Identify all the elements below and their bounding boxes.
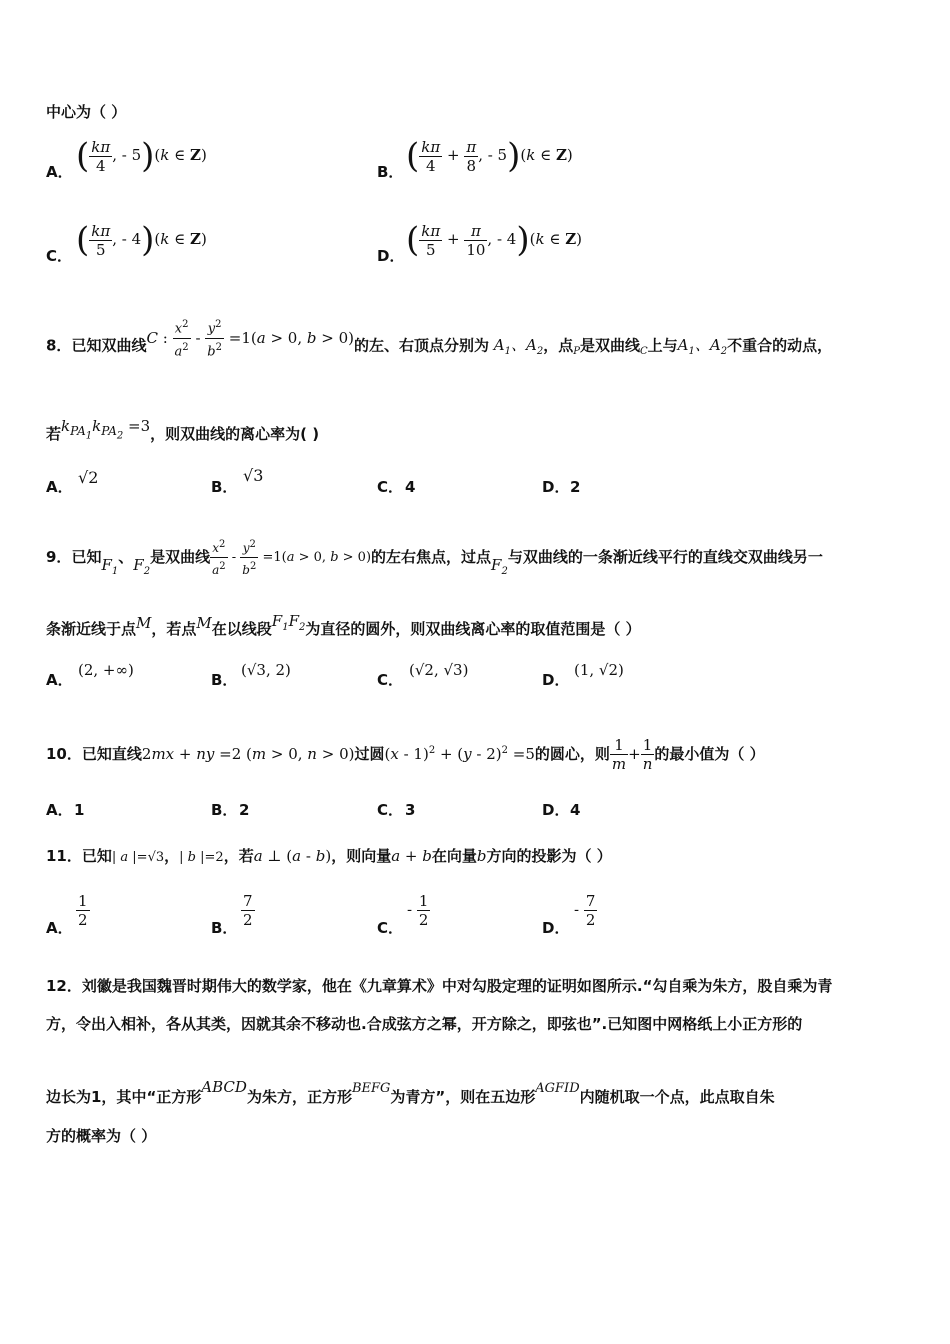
q9-option-a-label: A． bbox=[46, 671, 73, 689]
q9-option-c-value: (√2, √3) bbox=[409, 661, 469, 679]
q7-tail: 中心为（ ） bbox=[46, 103, 127, 121]
q11-option-a-value: $\frac{1}{2}$ bbox=[78, 892, 88, 929]
q11-line: 11．已知| a |=√3，| b |=2，若a ⊥ (a - b)，则向量a + b在向量b方向的投影为（ ） bbox=[46, 847, 612, 865]
q9-option-c-label: C． bbox=[377, 671, 404, 689]
q7-option-d-label: D． bbox=[377, 247, 405, 265]
q8-option-b-label: B． bbox=[211, 478, 238, 496]
q8-option-a-label: A． bbox=[46, 478, 73, 496]
q11-option-a-label: A． bbox=[46, 919, 73, 937]
q8-line1: 8．已知双曲线C : $\frac{x^2}{a^2}$ - $\frac{y^2}{b^2}$ =1(a > 0, b > 0)的左、右顶点分别为 $A_1$、$A_2$，点$_P$是双曲线$_C$上与$A_1$、$A_2$不重合的动点， bbox=[46, 330, 832, 362]
q9-line2: 条渐近线于点M，若点M在以线段$F_1F_2$为直径的圆外，则双曲线离心率的取值范围是（ ） bbox=[46, 612, 641, 638]
q8-number: 8． bbox=[46, 336, 72, 355]
q10-option-d-value: 4 bbox=[570, 801, 581, 819]
q12-line3: 边长为1，其中“正方形ABCD为朱方，正方形BEFG为青方”，则在五边形AGFID内随机取一个点，此点取自朱 bbox=[46, 1078, 775, 1106]
q12-line1: 12．刘徽是我国魏晋时期伟大的数学家，他在《九章算术》中对勾股定理的证明如图所示.“勾自乘为朱方，股自乘为青 bbox=[46, 977, 833, 995]
q11-option-d-label: D． bbox=[542, 919, 570, 937]
q10-option-b-value: 2 bbox=[239, 801, 250, 819]
q12-line4: 方的概率为（ ） bbox=[46, 1127, 157, 1145]
q10-option-a-value: 1 bbox=[74, 801, 85, 819]
q11-option-b-value: $\frac{7}{2}$ bbox=[243, 892, 253, 929]
q8-option-d-value: 2 bbox=[570, 478, 581, 496]
q11-option-b-label: B． bbox=[211, 919, 238, 937]
q9-number: 9． bbox=[46, 548, 72, 566]
q9-option-b-value: (√3, 2) bbox=[241, 661, 291, 679]
q7-option-b-expr: ( $\frac{k\pi}{4}$ + $\frac{\pi}{8}$ , - 5)(k ∈ Z) bbox=[406, 136, 573, 176]
q12-line2: 方，令出入相补，各从其类，因就其余不移动也.合成弦方之幂，开方除之，即弦也”.已知图中网格纸上小正方形的 bbox=[46, 1015, 803, 1033]
q8-option-b-value: √3 bbox=[243, 466, 264, 485]
q9-option-d-value: (1, √2) bbox=[574, 661, 624, 679]
q7-option-c-label: C． bbox=[46, 247, 73, 265]
q8-option-c-value: 4 bbox=[405, 478, 416, 496]
q9-option-a-value: (2, +∞) bbox=[78, 661, 134, 679]
q10-option-c-label: C． bbox=[377, 801, 404, 819]
q10-option-b-label: B． bbox=[211, 801, 238, 819]
q9-option-d-label: D． bbox=[542, 671, 570, 689]
q7-option-a-expr: ( $\frac{k\pi}{4}$ , - 5)(k ∈ Z) bbox=[76, 136, 207, 176]
q7-option-d-expr: ( $\frac{k\pi}{5}$ + $\frac{\pi}{10}$ , - 4)(k ∈ Z) bbox=[406, 220, 583, 260]
q11-number: 11． bbox=[46, 847, 82, 865]
q11-option-d-value: - $\frac{7}{2}$ bbox=[574, 892, 596, 929]
q7-option-c-expr: ( $\frac{k\pi}{5}$ , - 4)(k ∈ Z) bbox=[76, 220, 207, 260]
q10-option-c-value: 3 bbox=[405, 801, 416, 819]
q9-option-b-label: B． bbox=[211, 671, 238, 689]
q8-option-a-value: √2 bbox=[78, 468, 99, 487]
q10-number: 10． bbox=[46, 745, 82, 763]
q7-option-a-label: A． bbox=[46, 163, 73, 181]
q7-option-b-label: B． bbox=[377, 163, 404, 181]
q10-option-a-label: A． bbox=[46, 801, 73, 819]
q8-line2: 若$k_{PA_1}k_{PA_2} =3$，则双曲线的离心率为( ) bbox=[46, 417, 320, 443]
q11-option-c-label: C． bbox=[377, 919, 404, 937]
q10-line: 10．已知直线2mx + ny =2 (m > 0, n > 0)过圆(x - 1)$^2$ + (y - 2)$^2$ =5的圆心，则 $\frac{1}{m}$ + $\frac{1}{n}$ 的最小值为（ ） bbox=[46, 736, 765, 773]
q8-option-d-label: D． bbox=[542, 478, 570, 496]
q8-option-c-label: C． bbox=[377, 478, 404, 496]
q11-option-c-value: - $\frac{1}{2}$ bbox=[407, 892, 429, 929]
q9-line1: 9．已知$F_1$、$F_2$是双曲线 $\frac{x^2}{a^2}$ - $\frac{y^2}{b^2}$ =1(a > 0, b > 0)的左右焦点，过点$F_2$与双曲线的一条渐近线平行的直线交双曲线另一 bbox=[46, 536, 823, 582]
q10-option-d-label: D． bbox=[542, 801, 570, 819]
